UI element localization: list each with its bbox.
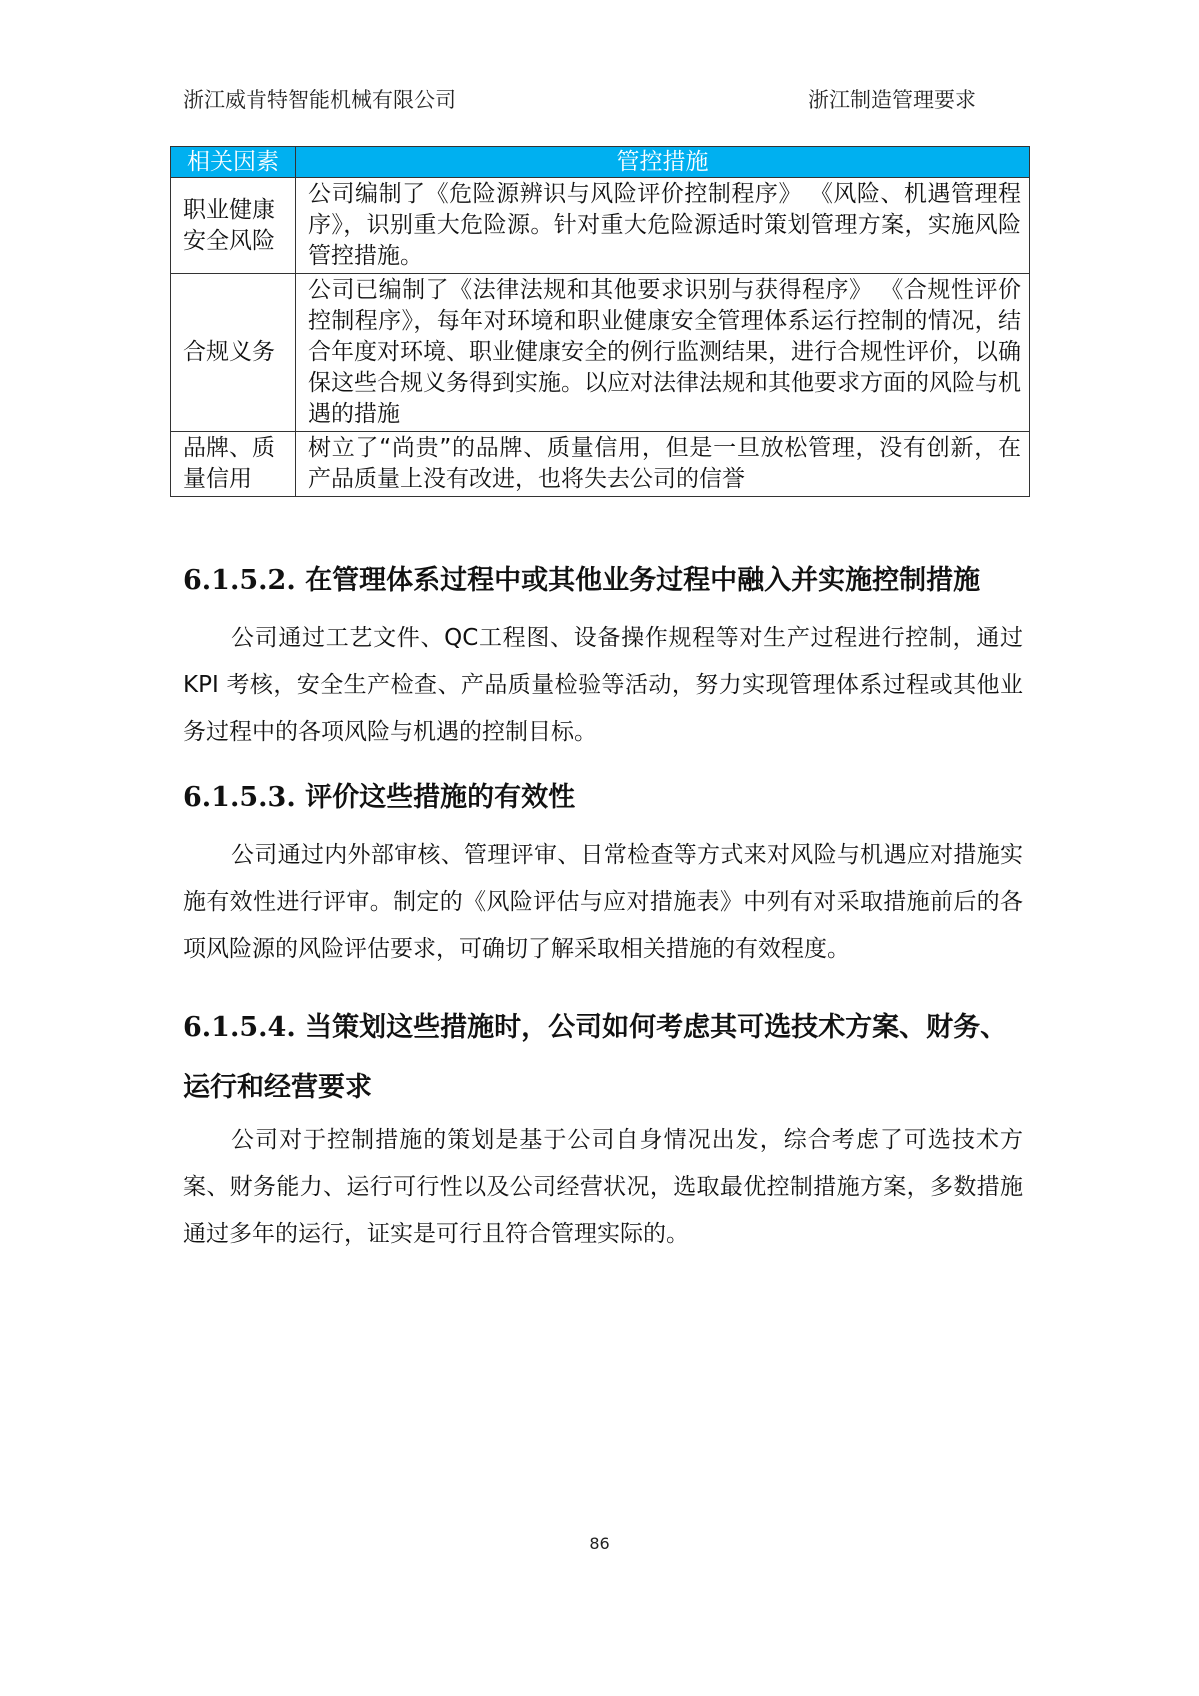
section-body-6-1-5-3: 公司通过内外部审核、管理评审、日常检查等方式来对风险与机遇应对措施实施有效性进行评审。制定的《风险评估与应对措施表》中列有对采取措施前后的各项风险源的风险评估要求，可确切了解采取相关措施的有效程度。 bbox=[183, 842, 1023, 962]
section-heading-6-1-5-2: 6.1.5.2. 在管理体系过程中或其他业务过程中融入并实施控制措施 bbox=[183, 565, 981, 596]
page-number: 86 bbox=[589, 1534, 610, 1553]
column-header-factor: 相关因素 bbox=[171, 147, 296, 178]
factor-cell: 品牌、质量信用 bbox=[171, 432, 296, 497]
measure-cell: 公司编制了《危险源辨识与风险评价控制程序》 《风险、机遇管理程序》，识别重大危险源。针对重大危险源适时策划管理方案，实施风险管控措施。 bbox=[296, 178, 1030, 274]
table-header-row bbox=[171, 147, 1030, 178]
factor-cell: 合规义务 bbox=[171, 274, 296, 432]
table-row bbox=[171, 432, 1030, 497]
header-doc-title: 浙江制造管理要求 bbox=[808, 88, 976, 112]
table-row bbox=[171, 274, 1030, 432]
section-body-6-1-5-4: 公司对于控制措施的策划是基于公司自身情况出发，综合考虑了可选技术方案、财务能力、运行可行性以及公司经营状况，选取最优控制措施方案，多数措施通过多年的运行，证实是可行且符合管理实际的。 bbox=[183, 1127, 1023, 1247]
section-heading-6-1-5-3: 6.1.5.3. 评价这些措施的有效性 bbox=[183, 782, 576, 813]
measure-cell: 树立了“尚贵”的品牌、质量信用，但是一旦放松管理，没有创新，在产品质量上没有改进，也将失去公司的信誉 bbox=[296, 432, 1030, 497]
table-row bbox=[171, 178, 1030, 274]
column-header-measure: 管控措施 bbox=[296, 147, 1030, 178]
measure-cell: 公司已编制了《法律法规和其他要求识别与获得程序》 《合规性评价控制程序》，每年对环境和职业健康安全管理体系运行控制的情况，结合年度对环境、职业健康安全的例行监测结果，进行合规性评价，以确保这些合规义务得到实施。以应对法律法规和其他要求方面的风险与机遇的措施 bbox=[296, 274, 1030, 432]
risk-control-table bbox=[170, 146, 1030, 497]
section-heading-6-1-5-4: 6.1.5.4. 当策划这些措施时，公司如何考虑其可选技术方案、财务、运行和经营要求 bbox=[183, 1012, 1008, 1103]
header-company: 浙江威肯特智能机械有限公司 bbox=[183, 88, 456, 112]
factor-cell: 职业健康安全风险 bbox=[171, 178, 296, 274]
section-body-6-1-5-2: 公司通过工艺文件、QC工程图、设备操作规程等对生产过程进行控制，通过 KPI 考核，安全生产检查、产品质量检验等活动，努力实现管理体系过程或其他业务过程中的各项风险与机遇的控制目标。 bbox=[183, 625, 1023, 745]
